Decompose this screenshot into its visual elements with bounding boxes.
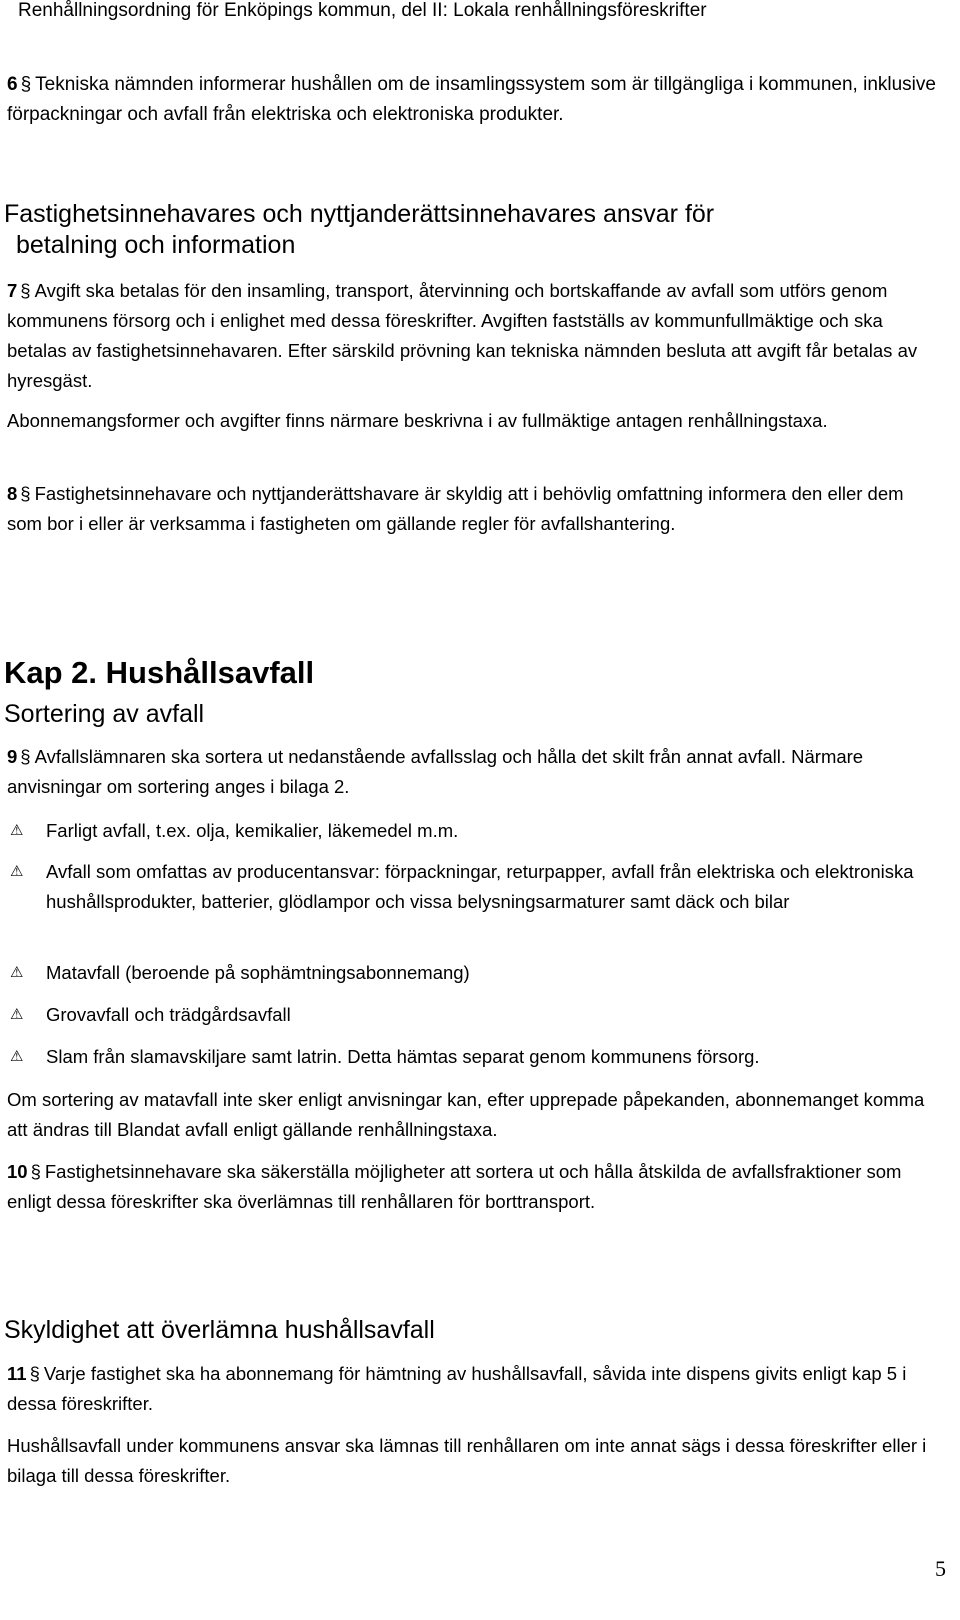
warning-bullet-icon: ⚠	[10, 822, 24, 839]
list-item-text: Avfall som omfattas av producentansvar: förpackningar, returpapper, avfall från elektriska och elektroniska hushållsprodukter, batterier, glödlampor och vissa belysningsarmaturer samt däck och bilar	[46, 861, 914, 912]
list-item-text: Slam från slamavskiljare samt latrin. Detta hämtas separat genom kommunens försorg.	[46, 1046, 760, 1067]
paragraph-text: Avfallslämnaren ska sortera ut nedanstående avfallsslag och hålla det skilt från annat avfall. Närmare anvisningar om sortering anges i bilaga 2.	[7, 746, 864, 797]
page-number: 5	[935, 1556, 946, 1581]
section-heading-line-2: betalning och information	[16, 231, 296, 259]
section-sign-icon: §	[30, 1161, 41, 1182]
list-item	[7, 958, 942, 988]
section-heading-payment	[4, 199, 944, 261]
paragraph-9	[7, 742, 942, 802]
running-header: Renhållningsordning för Enköpings kommun, del II: Lokala renhållningsföreskrifter	[18, 0, 707, 21]
paragraph-number: 7	[7, 280, 18, 301]
paragraph-7	[7, 276, 942, 396]
paragraph-11-continued	[7, 1431, 942, 1491]
list-item-text: Farligt avfall, t.ex. olja, kemikalier, läkemedel m.m.	[46, 820, 459, 841]
warning-bullet-icon: ⚠	[10, 1048, 24, 1065]
list-item	[7, 816, 942, 846]
paragraph-text: Hushållsavfall under kommunens ansvar ska lämnas till renhållaren om inte annat sägs i dessa föreskrifter eller i bilaga till dessa föreskrifter.	[7, 1435, 927, 1486]
paragraph-number: 6	[7, 74, 18, 95]
section-heading-sorting: Sortering av avfall	[4, 700, 205, 728]
warning-bullet-icon: ⚠	[10, 964, 24, 981]
paragraph-text: Fastighetsinnehavare och nyttjanderättshavare är skyldig att i behövlig omfattning informera den eller dem som bor i eller är verksamma i fastigheten om gällande regler för avfallshantering.	[7, 483, 904, 534]
list-item	[7, 1000, 942, 1030]
paragraph-6	[7, 70, 942, 130]
paragraph-8	[7, 479, 942, 539]
paragraph-text: Om sortering av matavfall inte sker enligt anvisningar kan, efter upprepade påpekanden, abonnemanget komma att ändras till Blandat avfall enligt gällande renhållningstaxa.	[7, 1089, 925, 1140]
section-sign-icon: §	[20, 74, 32, 95]
list-item	[7, 857, 942, 917]
paragraph-text: Abonnemangsformer och avgifter finns närmare beskrivna i av fullmäktige antagen renhållningstaxa.	[7, 410, 828, 431]
warning-bullet-icon: ⚠	[10, 863, 24, 880]
paragraph-11	[7, 1359, 942, 1419]
paragraph-7-continued	[7, 406, 942, 436]
paragraph-10	[7, 1157, 942, 1217]
list-item-text: Grovavfall och trädgårdsavfall	[46, 1004, 291, 1025]
section-heading-obligation: Skyldighet att överlämna hushållsavfall	[4, 1316, 435, 1344]
warning-bullet-icon: ⚠	[10, 1006, 24, 1023]
paragraph-number: 11	[7, 1363, 27, 1384]
chapter-heading: Kap 2. Hushållsavfall	[4, 655, 315, 690]
section-sign-icon: §	[29, 1363, 40, 1384]
paragraph-number: 9	[7, 746, 18, 767]
section-sign-icon: §	[20, 746, 31, 767]
paragraph-text: Fastighetsinnehavare ska säkerställa möjligheter att sortera ut och hålla åtskilda de avfallsfraktioner som enligt dessa föreskrifter ska överlämnas till renhållaren för borttransport.	[7, 1161, 902, 1212]
paragraph-text: Varje fastighet ska ha abonnemang för hämtning av hushållsavfall, såvida inte dispens givits enligt kap 5 i dessa föreskrifter.	[7, 1363, 907, 1414]
paragraph-9-continued	[7, 1085, 942, 1145]
list-item-text: Matavfall (beroende på sophämtningsabonnemang)	[46, 962, 470, 983]
paragraph-number: 8	[7, 483, 18, 504]
section-sign-icon: §	[20, 280, 31, 301]
paragraph-number: 10	[7, 1161, 28, 1182]
paragraph-text: Tekniska nämnden informerar hushållen om de insamlingssystem som är tillgängliga i kommunen, inklusive förpackningar och avfall från elektriska och elektroniska produkter.	[7, 74, 936, 125]
paragraph-text: Avgift ska betalas för den insamling, transport, återvinning och bortskaffande av avfall som utförs genom kommunens försorg och i enlighet med dessa föreskrifter. Avgiften fastställs av kommunfullmäktige och ska betalas av fastighetsinnehavaren. Efter särskild prövning kan tekniska nämnden besluta att avgift får betalas av hyresgäst.	[7, 280, 918, 391]
section-sign-icon: §	[20, 483, 31, 504]
section-heading-line-1: Fastighetsinnehavares och nyttjanderättsinnehavares ansvar för	[4, 200, 715, 228]
list-item	[7, 1042, 942, 1072]
